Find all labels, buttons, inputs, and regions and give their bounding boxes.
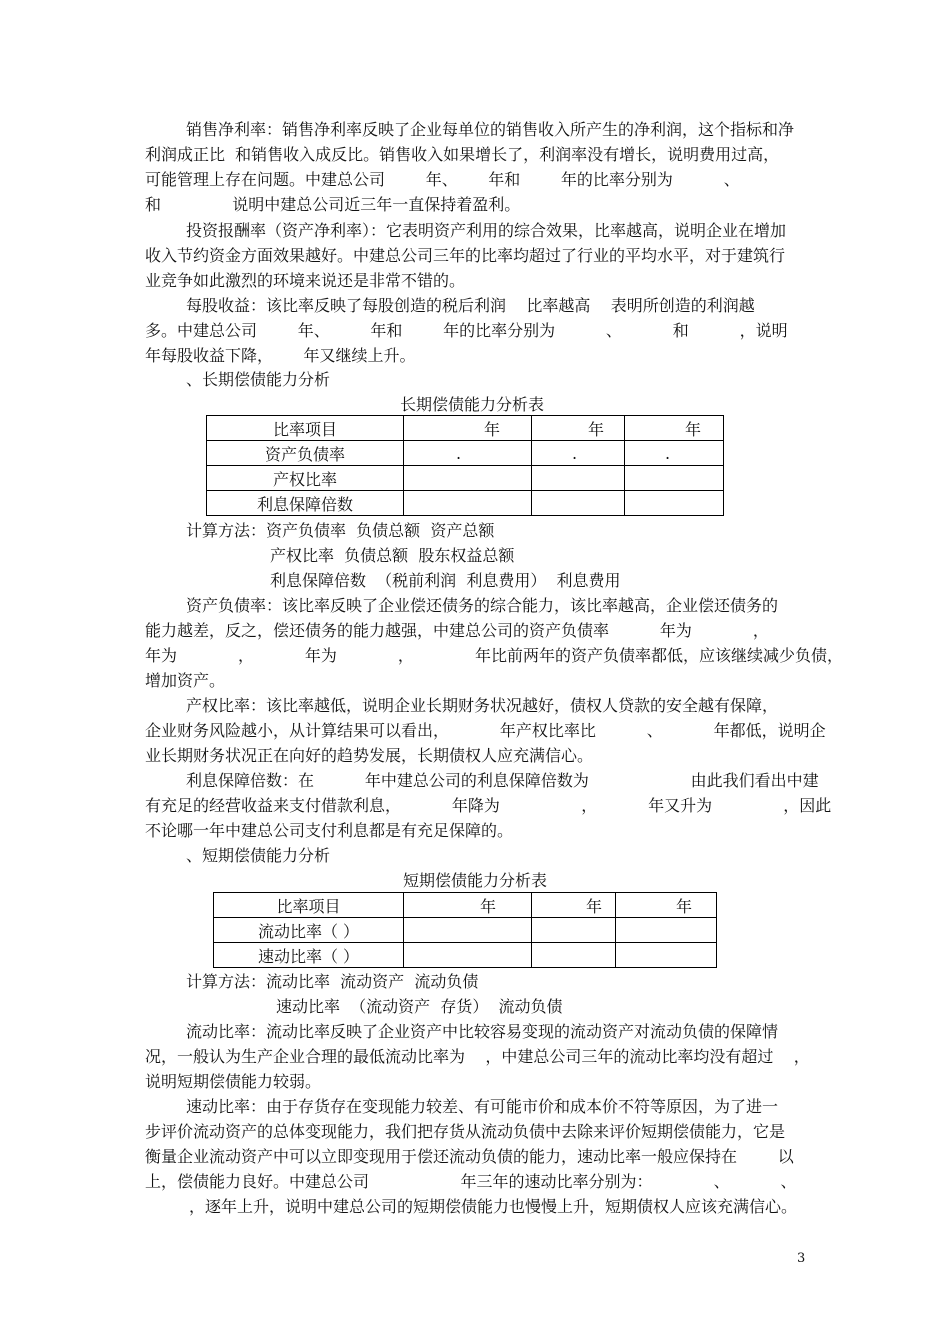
text-line: 可能管理上存在问题。中建总公司 年、 年和 年的比率分别为 、 [145,170,740,189]
table-caption: 长期偿债能力分析表 [400,395,545,414]
table-cell [616,943,717,968]
section-heading: 、短期偿债能力分析 [186,846,331,865]
table-row [207,491,724,516]
table-cell: . [625,441,724,466]
table-row [207,466,724,491]
text-line: 年为 ， 年为 ， 年比前两年的资产负债率都低，应该继续减少负债， [145,646,843,665]
text-line: 能力越差，反之，偿还债务的能力越强，中建总公司的资产负债率 年为 ， [145,621,769,640]
table-cell [404,491,532,516]
table-row [214,918,717,943]
row-label: 资产负债率 [207,441,404,466]
text-line: 计算方法：资产负债率 负债总额 资产总额 [186,521,495,540]
table-cell [532,918,616,943]
text-line: 步评价流动资产的总体变现能力，我们把存货从流动负债中去除来评价短期偿债能力，它是 [145,1122,786,1141]
row-label: 速动比率（ ） [214,943,404,968]
header-cell: 年 [404,893,532,918]
text-line: 利润成正比 和销售收入成反比。销售收入如果增长了，利润率没有增长，说明费用过高， [145,145,780,164]
row-label: 流动比率（ ） [214,918,404,943]
text-line: 不论哪一年中建总公司支付利息都是有充足保障的。 [145,821,514,840]
row-label: 利息保障倍数 [207,491,404,516]
table-cell: . [532,441,625,466]
text-line: 产权比率：该比率越低，说明企业长期财务状况越好，债权人贷款的安全越有保障， [186,696,779,715]
text-line: 况，一般认为生产企业合理的最低流动比率为 ，中建总公司三年的流动比率均没有超过 ， [145,1047,810,1066]
header-cell: 比率项目 [207,416,404,441]
text-line: 产权比率 负债总额 股东权益总额 [270,546,515,565]
text-line: 投资报酬率（资产净利率）：它表明资产利用的综合效果，比率越高，说明企业在增加 [186,221,787,240]
text-line: 上，偿债能力良好。中建总公司 年三年的速动比率分别为： 、 、 [145,1172,797,1191]
header-cell: 年 [625,416,724,441]
table-header-row [207,416,724,441]
text-line: 利息保障倍数 （税前利润 利息费用） 利息费用 [270,571,621,590]
table-row [207,441,724,466]
table-cell [404,466,532,491]
text-line: 计算方法：流动比率 流动资产 流动负债 [186,972,479,991]
section-heading: 、长期偿债能力分析 [186,370,331,389]
table-cell: . [404,441,532,466]
text-line: 销售净利率：销售净利率反映了企业每单位的销售收入所产生的净利润，这个指标和净 [186,120,795,139]
text-line: 多。中建总公司 年、 年和 年的比率分别为 、 和 ，说明 [145,321,788,340]
header-cell: 比率项目 [214,893,404,918]
text-line: 资产负债率：该比率反映了企业偿还债务的综合能力，该比率越高，企业偿还债务的 [186,596,779,615]
long-term-solvency-table [206,415,724,516]
text-line: ，逐年上升，说明中建总公司的短期偿债能力也慢慢上升，短期债权人应该充满信心。 [189,1197,798,1216]
text-line: 年每股收益下降， 年又继续上升。 [145,346,416,365]
table-cell [625,466,724,491]
table-cell [404,943,532,968]
table-cell [532,466,625,491]
header-cell: 年 [532,416,625,441]
text-line: 流动比率：流动比率反映了企业资产中比较容易变现的流动资产对流动负债的保障情 [186,1022,779,1041]
text-line: 收入节约资金方面效果越好。中建总公司三年的比率均超过了行业的平均水平，对于建筑行 [145,246,786,265]
table-cell [532,943,616,968]
table-cell [616,918,717,943]
table-caption: 短期偿债能力分析表 [403,871,548,890]
table-cell [532,491,625,516]
text-line: 有充足的经营收益来支付借款利息， 年降为 ， 年又升为 ，因此 [145,796,832,815]
text-line: 速动比率 （流动资产 存货） 流动负债 [276,997,563,1016]
text-line: 速动比率：由于存货存在变现能力较差、有可能市价和成本价不符等原因，为了进一 [186,1097,779,1116]
header-cell: 年 [404,416,532,441]
text-line: 业长期财务状况正在向好的趋势发展，长期债权人应充满信心。 [145,746,594,765]
table-row [214,943,717,968]
row-label: 产权比率 [207,466,404,491]
text-line: 利息保障倍数：在 年中建总公司的利息保障倍数为 由此我们看出中建 [186,771,819,790]
table-cell [404,918,532,943]
header-cell: 年 [616,893,717,918]
table-cell [625,491,724,516]
text-line: 和 说明中建总公司近三年一直保持着盈利。 [145,195,521,214]
text-line: 企业财务风险越小，从计算结果可以看出， 年产权比率比 、 年都低，说明企 [145,721,826,740]
text-line: 衡量企业流动资产中可以立即变现用于偿还流动负债的能力，速动比率一般应保持在 以 [145,1147,794,1166]
header-cell: 年 [532,893,616,918]
table-header-row [214,893,717,918]
text-line: 增加资产。 [145,671,226,690]
text-line: 每股收益：该比率反映了每股创造的税后利润 比率越高 表明所创造的利润越 [186,296,755,315]
short-term-solvency-table [213,892,717,968]
page-number: 3 [797,1251,806,1266]
text-line: 说明短期偿债能力较弱。 [145,1072,322,1091]
text-line: 业竞争如此激烈的环境来说还是非常不错的。 [145,271,466,290]
